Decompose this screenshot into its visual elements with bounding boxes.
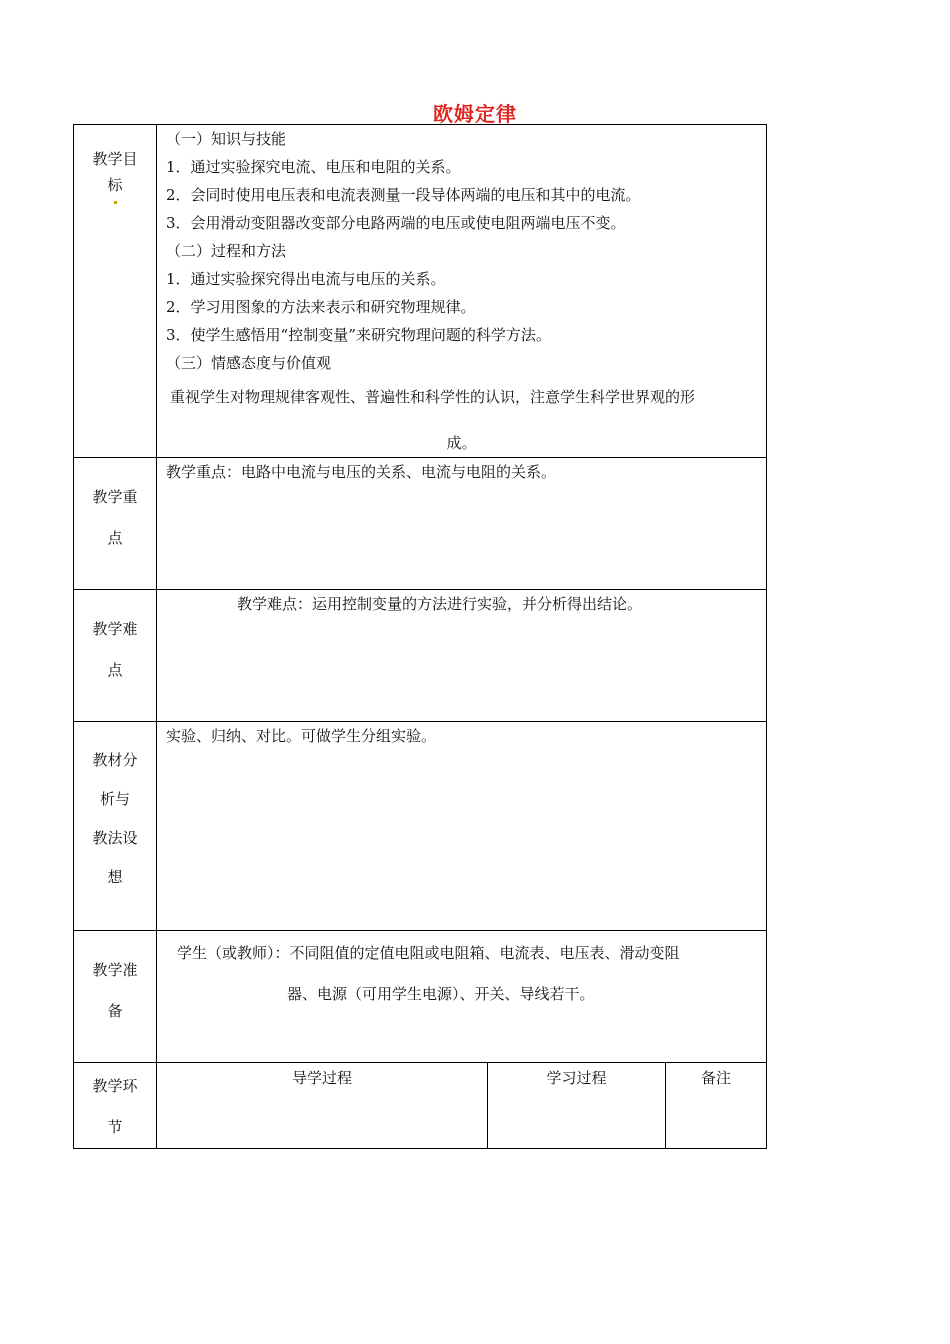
- objectives-content: [157, 125, 767, 458]
- preparation-label: 教学准 备: [74, 931, 157, 1063]
- objective-line: （二）过程和方法: [166, 242, 287, 260]
- mark-dot: [114, 201, 117, 204]
- objectives-row: [74, 125, 767, 458]
- process-row: [74, 1063, 767, 1149]
- objective-line: （一）知识与技能: [166, 130, 287, 148]
- materials-label: 教材分 析与 教法设 想: [74, 722, 157, 931]
- objectives-label: 教学目 标: [74, 125, 157, 458]
- difficulties-row: [74, 590, 767, 722]
- objective-line: 3．会用滑动变阻器改变部分电路两端的电压或使电阻两端电压不变。: [166, 214, 626, 232]
- difficulties-label: 教学难 点: [74, 590, 157, 722]
- preparation-line-2: 器、电源（可用学生电源）、开关、导线若干。: [287, 985, 595, 1003]
- preparation-line-1: 学生（或教师）：不同阻值的定值电阻或电阻箱、电流表、电压表、滑动变阻: [177, 944, 680, 962]
- guide-process-header: 导学过程: [157, 1063, 488, 1149]
- document-title: 欧姆定律: [433, 102, 517, 126]
- attitude-line-2: 成。: [446, 434, 477, 452]
- key-points-row: [74, 458, 767, 590]
- key-points-label: 教学重 点: [74, 458, 157, 590]
- objective-line: 1．通过实验探究电流、电压和电阻的关系。: [166, 158, 461, 176]
- objective-line: 2．学习用图象的方法来表示和研究物理规律。: [166, 298, 476, 316]
- attitude-line-1: 重视学生对物理规律客观性、普遍性和科学性的认识，注意学生科学世界观的形: [170, 388, 696, 406]
- difficulties-content: 教学难点：运用控制变量的方法进行实验，并分析得出结论。: [157, 590, 767, 722]
- lesson-plan-table: [73, 124, 767, 1149]
- learning-process-header: 学习过程: [488, 1063, 666, 1149]
- objective-line: 3．使学生感悟用“控制变量”来研究物理问题的科学方法。: [166, 326, 551, 344]
- materials-row: [74, 722, 767, 931]
- materials-content: 实验、归纳、对比。可做学生分组实验。: [157, 722, 767, 931]
- objective-line: （三）情感态度与价值观: [166, 354, 332, 372]
- preparation-row: [74, 931, 767, 1063]
- objective-line: 1．通过实验探究得出电流与电压的关系。: [166, 270, 446, 288]
- objective-line: 2．会同时使用电压表和电流表测量一段导体两端的电压和其中的电流。: [166, 186, 641, 204]
- process-label: 教学环 节: [74, 1063, 157, 1149]
- notes-header: 备注: [666, 1063, 767, 1149]
- preparation-content: [157, 931, 767, 1063]
- key-points-content: 教学重点：电路中电流与电压的关系、电流与电阻的关系。: [157, 458, 767, 590]
